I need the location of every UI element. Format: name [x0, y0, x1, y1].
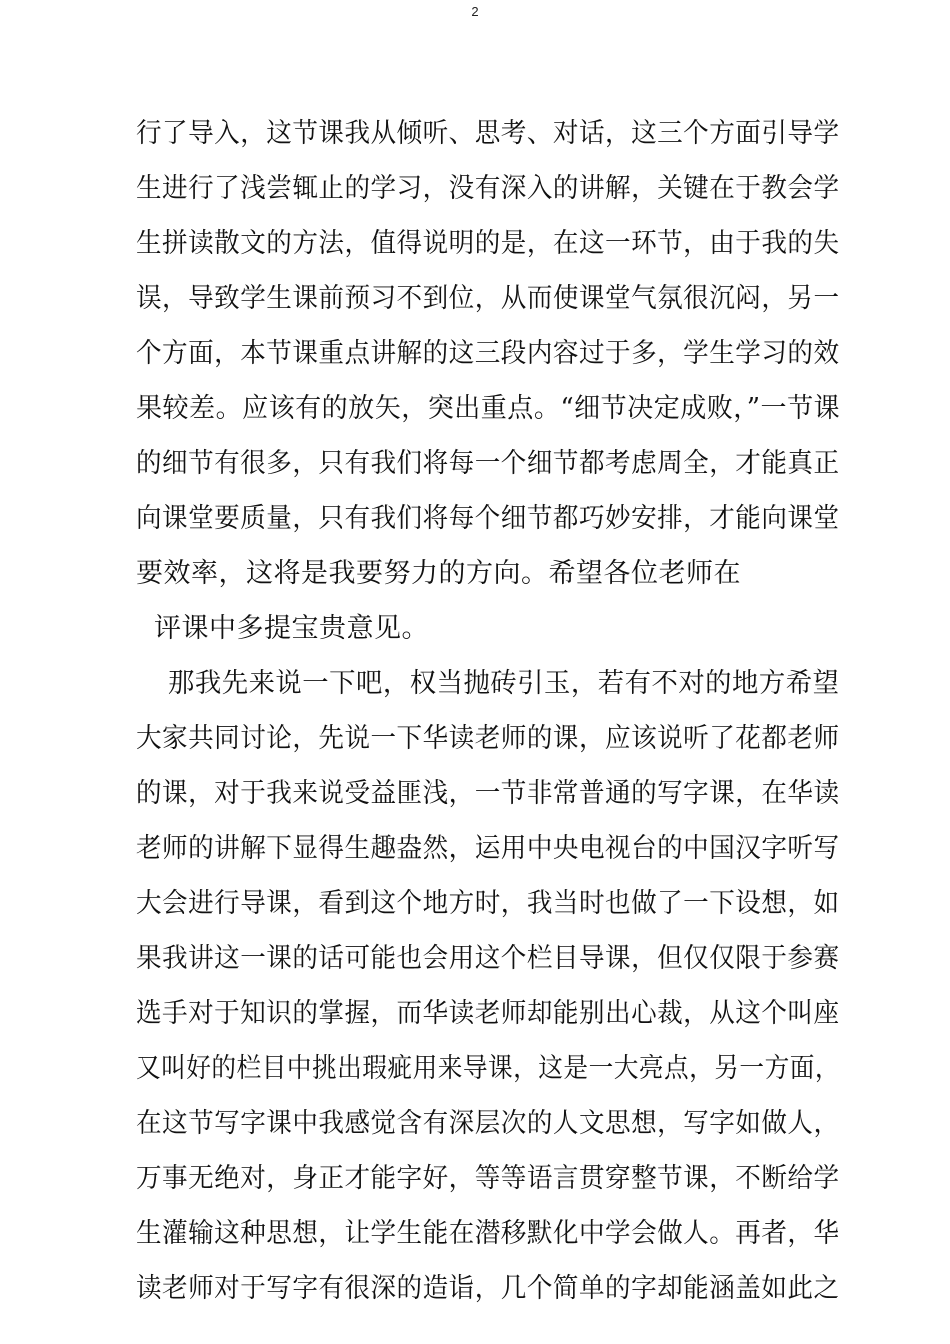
text-line: 大会进行导课，看到这个地方时，我当时也做了一下设想，如 — [136, 888, 840, 919]
text-line: 读老师对于写字有很深的造诣，几个简单的字却能涵盖如此之 — [136, 1273, 840, 1304]
text-line: 行了导入，这节课我从倾听、思考、对话，这三个方面引导学 — [136, 118, 840, 149]
text-line: 万事无绝对，身正才能字好，等等语言贯穿整节课，不断给学 — [136, 1163, 840, 1194]
text-line: 要效率，这将是我要努力的方向。希望各位老师在 — [136, 558, 741, 589]
text-line: 评课中多提宝贵意见。 — [154, 613, 429, 644]
text-line: 的细节有很多，只有我们将每一个细节都考虑周全，才能真正 — [136, 448, 840, 479]
text-line: 在这节写字课中我感觉含有深层次的人文思想，写字如做人， — [136, 1108, 840, 1139]
text-line: 生拼读散文的方法，值得说明的是，在这一环节，由于我的失 — [136, 228, 840, 259]
text-line: 老师的讲解下显得生趣盎然，运用中央电视台的中国汉字听写 — [136, 833, 840, 864]
text-line: 向课堂要质量，只有我们将每个细节都巧妙安排，才能向课堂 — [136, 503, 840, 534]
text-line: 又叫好的栏目中挑出瑕疵用来导课，这是一大亮点，另一方面， — [136, 1053, 841, 1084]
text-line: 个方面，本节课重点讲解的这三段内容过于多，学生学习的效 — [136, 338, 840, 369]
text-line: 生进行了浅尝辄止的学习，没有深入的讲解，关键在于教会学 — [136, 173, 840, 204]
text-line: 选手对于知识的掌握，而华读老师却能别出心裁，从这个叫座 — [136, 998, 840, 1029]
text-line: 误，导致学生课前预习不到位，从而使课堂气氛很沉闷，另一 — [136, 283, 840, 314]
page-number: 2 — [471, 4, 479, 19]
paragraph-start-line: 那我先来说一下吧，权当抛砖引玉，若有不对的地方希望 — [168, 668, 840, 699]
text-line: 生灌输这种思想，让学生能在潜移默化中学会做人。再者，华 — [136, 1218, 840, 1249]
text-line: 大家共同讨论，先说一下华读老师的课，应该说听了花都老师 — [136, 723, 840, 754]
text-line: 果较差。应该有的放矢，突出重点。“细节决定成败，”一节课 — [136, 393, 841, 424]
text-line: 的课，对于我来说受益匪浅，一节非常普通的写字课，在华读 — [136, 778, 840, 809]
text-line: 果我讲这一课的话可能也会用这个栏目导课，但仅仅限于参赛 — [136, 943, 840, 974]
